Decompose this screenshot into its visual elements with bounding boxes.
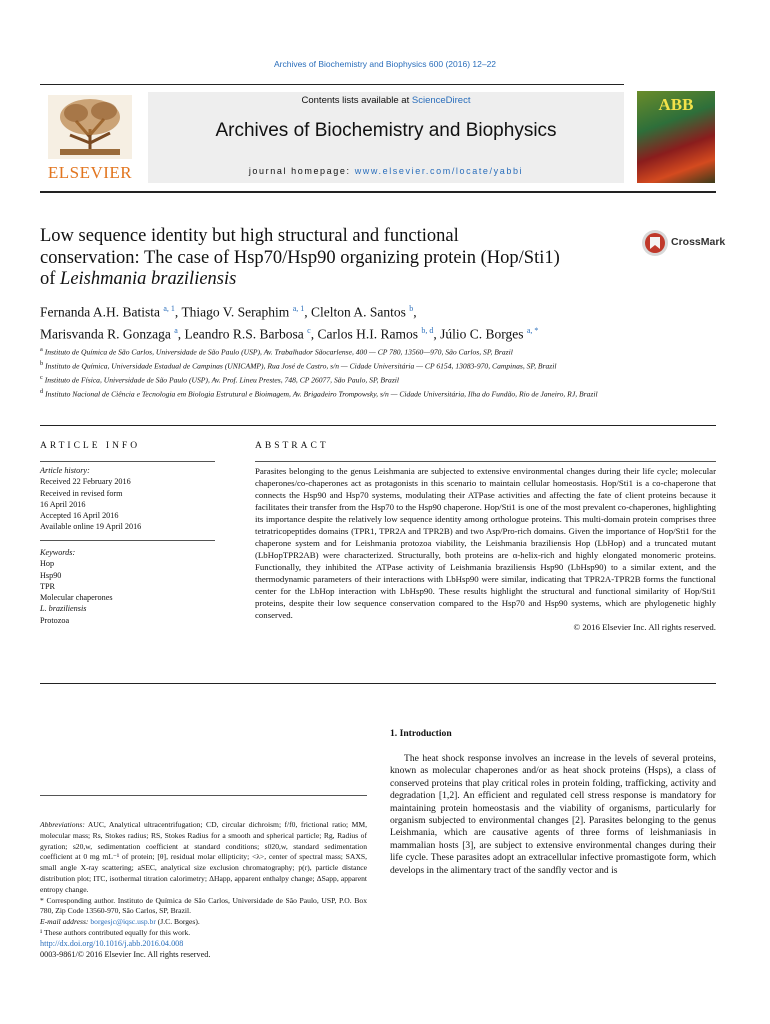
keywords-label: Keywords: xyxy=(40,548,76,557)
contents-line xyxy=(148,95,624,106)
author-sep: , xyxy=(310,326,318,341)
keyword: TPR xyxy=(40,581,56,591)
journal-title: Archives of Biochemistry and Biophysics xyxy=(215,120,557,141)
corresponding-author: * Corresponding author. Instituto de Química de São Carlos, Universidade de São Paulo, USP, P.O. Box 780, Zip Code 13560-970, São Carlos, SP, Brazil. xyxy=(40,895,367,916)
article-info-heading: ARTICLE INFO xyxy=(40,441,141,451)
abstract-copyright: © 2016 Elsevier Inc. All rights reserved. xyxy=(573,622,716,632)
author-name: Thiago V. Seraphim xyxy=(181,304,290,320)
affiliation xyxy=(40,386,730,400)
abbreviations-label: Abbreviations: xyxy=(40,820,85,829)
journal-homepage xyxy=(148,166,624,176)
crossmark-icon xyxy=(641,229,669,257)
affiliation-key: d xyxy=(40,388,44,396)
journal-reference[interactable]: Archives of Biochemistry and Biophysics 600 (2016) 12–22 xyxy=(273,59,497,69)
homepage-link[interactable]: www.elsevier.com/locate/yabbi xyxy=(354,166,524,176)
footnotes xyxy=(40,820,367,939)
author-name: Júlio C. Borges xyxy=(440,326,524,341)
email-suffix: (J.C. Borges). xyxy=(157,917,200,927)
info-rule xyxy=(40,540,215,541)
affiliation xyxy=(40,344,730,358)
history-item: 16 April 2016 xyxy=(40,499,86,509)
author-affil-ref[interactable]: a, * xyxy=(526,325,539,335)
author-name: Clelton A. Santos xyxy=(311,304,406,320)
section-rule xyxy=(40,683,716,684)
abbreviations xyxy=(40,820,367,896)
publisher-logo-text: ELSEVIER xyxy=(47,163,133,182)
info-rule xyxy=(40,461,215,462)
history-item: Received in revised form xyxy=(40,488,123,498)
keyword: Molecular chaperones xyxy=(40,593,113,603)
article-title xyxy=(40,226,630,291)
history-label: Article history: xyxy=(40,466,90,475)
title-of: of xyxy=(40,269,56,289)
title-line: conservation: The case of Hsp70/Hsp90 organizing protein (Hop/Sti1) xyxy=(40,247,560,268)
issn-line: 0003-9861/© 2016 Elsevier Inc. All rights reserved. xyxy=(40,950,211,959)
history-item: Accepted 16 April 2016 xyxy=(40,511,119,521)
affiliations xyxy=(40,344,730,400)
title-line: Low sequence identity but high structural and functional xyxy=(40,226,459,246)
author-sep: , xyxy=(304,304,311,320)
introduction-text: The heat shock response involves an increase in the levels of several proteins, known as molecular chaperones and/or as heat shock proteins (Hsps), a class of conserved proteins that play critical roles in protein folding, trafficking, activity and degradation [1,2]. An efficient and regulated cell stress response is mandatory for maintaining protein homeostasis and the viability of organisms, particularly for organism subjected to environmental changes [2]. Parasites belonging to the genus Leishmania, which are causative agents of three forms of leishmaniasis in mammalian hosts [3], are subject to extensive environmental changes during their life cycle. These parasites adopt an extracellular infective promastigote form, which develops in the alimentary tract of the sandfly vector and is xyxy=(390,753,716,876)
email-label: E-mail address: xyxy=(40,917,89,927)
author-sep: , xyxy=(413,304,417,320)
author-affil-ref[interactable]: a, 1 xyxy=(163,304,175,313)
author-affil-ref[interactable]: b, d xyxy=(421,325,434,335)
affiliation-text: Instituto Nacional de Ciência e Tecnologia em Biologia Estrutural e Bioimagem, Av. Brigadeiro Trompowsky, s/n — Cidade Universitária, Ilha do Fundão, Rio de Janeiro, RJ, Brazil xyxy=(45,389,598,399)
cover-title: ABB xyxy=(658,95,694,114)
title-line xyxy=(40,269,630,291)
author-sep: , xyxy=(433,326,441,341)
abstract xyxy=(255,465,716,633)
email-link[interactable]: borgesjc@iqsc.usp.br xyxy=(90,917,156,927)
header-rule-bottom xyxy=(40,191,716,193)
author-sep: , xyxy=(177,326,185,341)
email-line xyxy=(40,917,367,928)
doi-block xyxy=(40,938,210,960)
author-list xyxy=(40,300,740,343)
affiliation xyxy=(40,358,730,372)
keywords xyxy=(40,547,215,626)
affiliation-key: b xyxy=(40,360,44,368)
author-affil-ref[interactable]: a, 1 xyxy=(292,304,305,313)
section-rule xyxy=(40,425,716,426)
introduction-heading: 1. Introduction xyxy=(390,728,452,739)
author-affil-ref[interactable]: a xyxy=(174,325,178,335)
homepage-prefix: journal homepage: xyxy=(248,166,351,176)
header-rule-top xyxy=(40,84,624,85)
crossmark-label: CrossMark xyxy=(671,236,726,248)
contents-prefix: Contents lists available at xyxy=(301,95,410,106)
author-affil-ref[interactable]: b xyxy=(409,304,414,313)
author-affil-ref[interactable]: c xyxy=(307,325,311,335)
sciencedirect-link[interactable]: ScienceDirect xyxy=(411,95,471,106)
abstract-heading: ABSTRACT xyxy=(255,441,329,451)
author-name: Fernanda A.H. Batista xyxy=(40,304,160,320)
footnote-rule xyxy=(40,795,367,796)
keyword: Hop xyxy=(40,559,55,569)
doi-link[interactable]: http://dx.doi.org/10.1016/j.abb.2016.04.008 xyxy=(40,939,184,948)
abstract-rule xyxy=(255,461,716,462)
keyword: Hsp90 xyxy=(40,570,62,580)
affiliation-key: c xyxy=(40,374,43,382)
author-line xyxy=(40,300,740,322)
affiliation-text: Instituto de Química, Universidade Estadual de Campinas (UNICAMP), Rua José de Castro, s/n — Cidade Universitária — CP 6154, 13083-970, Campinas, SP, Brazil xyxy=(45,361,557,371)
author-line xyxy=(40,322,740,344)
title-species: Leishmania braziliensis xyxy=(60,269,237,289)
author-name: Marisvanda R. Gonzaga xyxy=(40,326,171,341)
keyword: L. braziliensis xyxy=(40,604,87,614)
abstract-text: Parasites belonging to the genus Leishmania are subjected to extensive environmental changes during their life cycle; molecular chaperones/co-chaperones act as protagonists in this scenario to maintain cellular homeostasis. Hop/Sti1 is a co-chaperone that connects the Hsp90 and Hsp70 systems, modulating their ATPase activities and affecting the fate of client proteins because it facilitates their transfer from the Hsp70 to the Hsp90 chaperone. Hop/Sti1 is one of the most prevalent co-chaperones, highlighting its importance despite the relatively low sequence identity among orthologue proteins. This multi-domain protein comprises three tetratricopeptides domains (TPR1, TPR2A and TPR2B) and two Asp/Pro-rich domains. Given the importance of Hop/Sti1 for the chaperone system and for Leishmania protozoa viability, the Leishmania braziliensis Hop (LbHop) and a truncated mutant (LbHopTPR2AB) were characterized. Structurally, both proteins are α-helix-rich and highly elongated monomeric proteins. Functionally, they inhibited the ATPase activity of Leishmania braziliensis Hsp90 (LbHsp90) to a similar extent, and the thermodynamic parameters of their interactions with LbHsp90 were similar, indicating that TPR2A-TPR2B forms the functional center for the LbHop interaction with LbHsp90. These results highlight the structural and functional similarity of Hop/Sti1 proteins, despite their low sequence conservation compared to the Hsp70 and Hsp90 systems, which are phylogenetic highly conserved. xyxy=(255,466,716,620)
article-history xyxy=(40,465,215,533)
crossmark-badge[interactable] xyxy=(641,231,731,255)
equal-contribution-note: ¹ These authors contributed equally for this work. xyxy=(40,927,191,937)
affiliation-text: Instituto de Física, Universidade de São Paulo (USP), Av. Prof. Lineu Prestes, 748, CP 26077, São Paulo, SP, Brazil xyxy=(44,375,399,385)
affiliation xyxy=(40,372,730,386)
author-name: Carlos H.I. Ramos xyxy=(317,326,418,341)
author-sep: , xyxy=(174,304,182,320)
affiliation-key: a xyxy=(40,346,43,353)
keyword: Protozoa xyxy=(40,615,70,625)
history-item: Received 22 February 2016 xyxy=(40,477,131,487)
affiliation-text: Instituto de Química de São Carlos, Universidade de São Paulo (USP), Av. Trabalhador Sãocarlense, 400 — CP 780, 13560—970, São Carlos, SP, Brazil xyxy=(44,347,513,357)
history-item: Available online 19 April 2016 xyxy=(40,522,142,532)
author-name: Leandro R.S. Barbosa xyxy=(184,326,304,341)
abbreviations-text: AUC, Analytical ultracentrifugation; CD, circular dichroism; f/f0, frictional ratio; MM, molecular mass; Rs, Stokes radius; RS, Stokes Radius for a smooth and spherical particle; Rg, Radius of gyration; s20,w, sedimentation coefficient at standard conditions; s020,w, standard sedimentation coefficient at 0 mg mL⁻¹ of protein; [θ], residual molar ellipticity; <λ>, center of spectral mass; SAXS, small angle X-ray scattering; aSEC, analytical size exclusion chromatography; p(r), particle distance distribution plot; ITC, isothermal titration calorimetry; ΔHapp, apparent enthalpy change; ΔSapp, apparent entropy change. xyxy=(40,820,367,894)
